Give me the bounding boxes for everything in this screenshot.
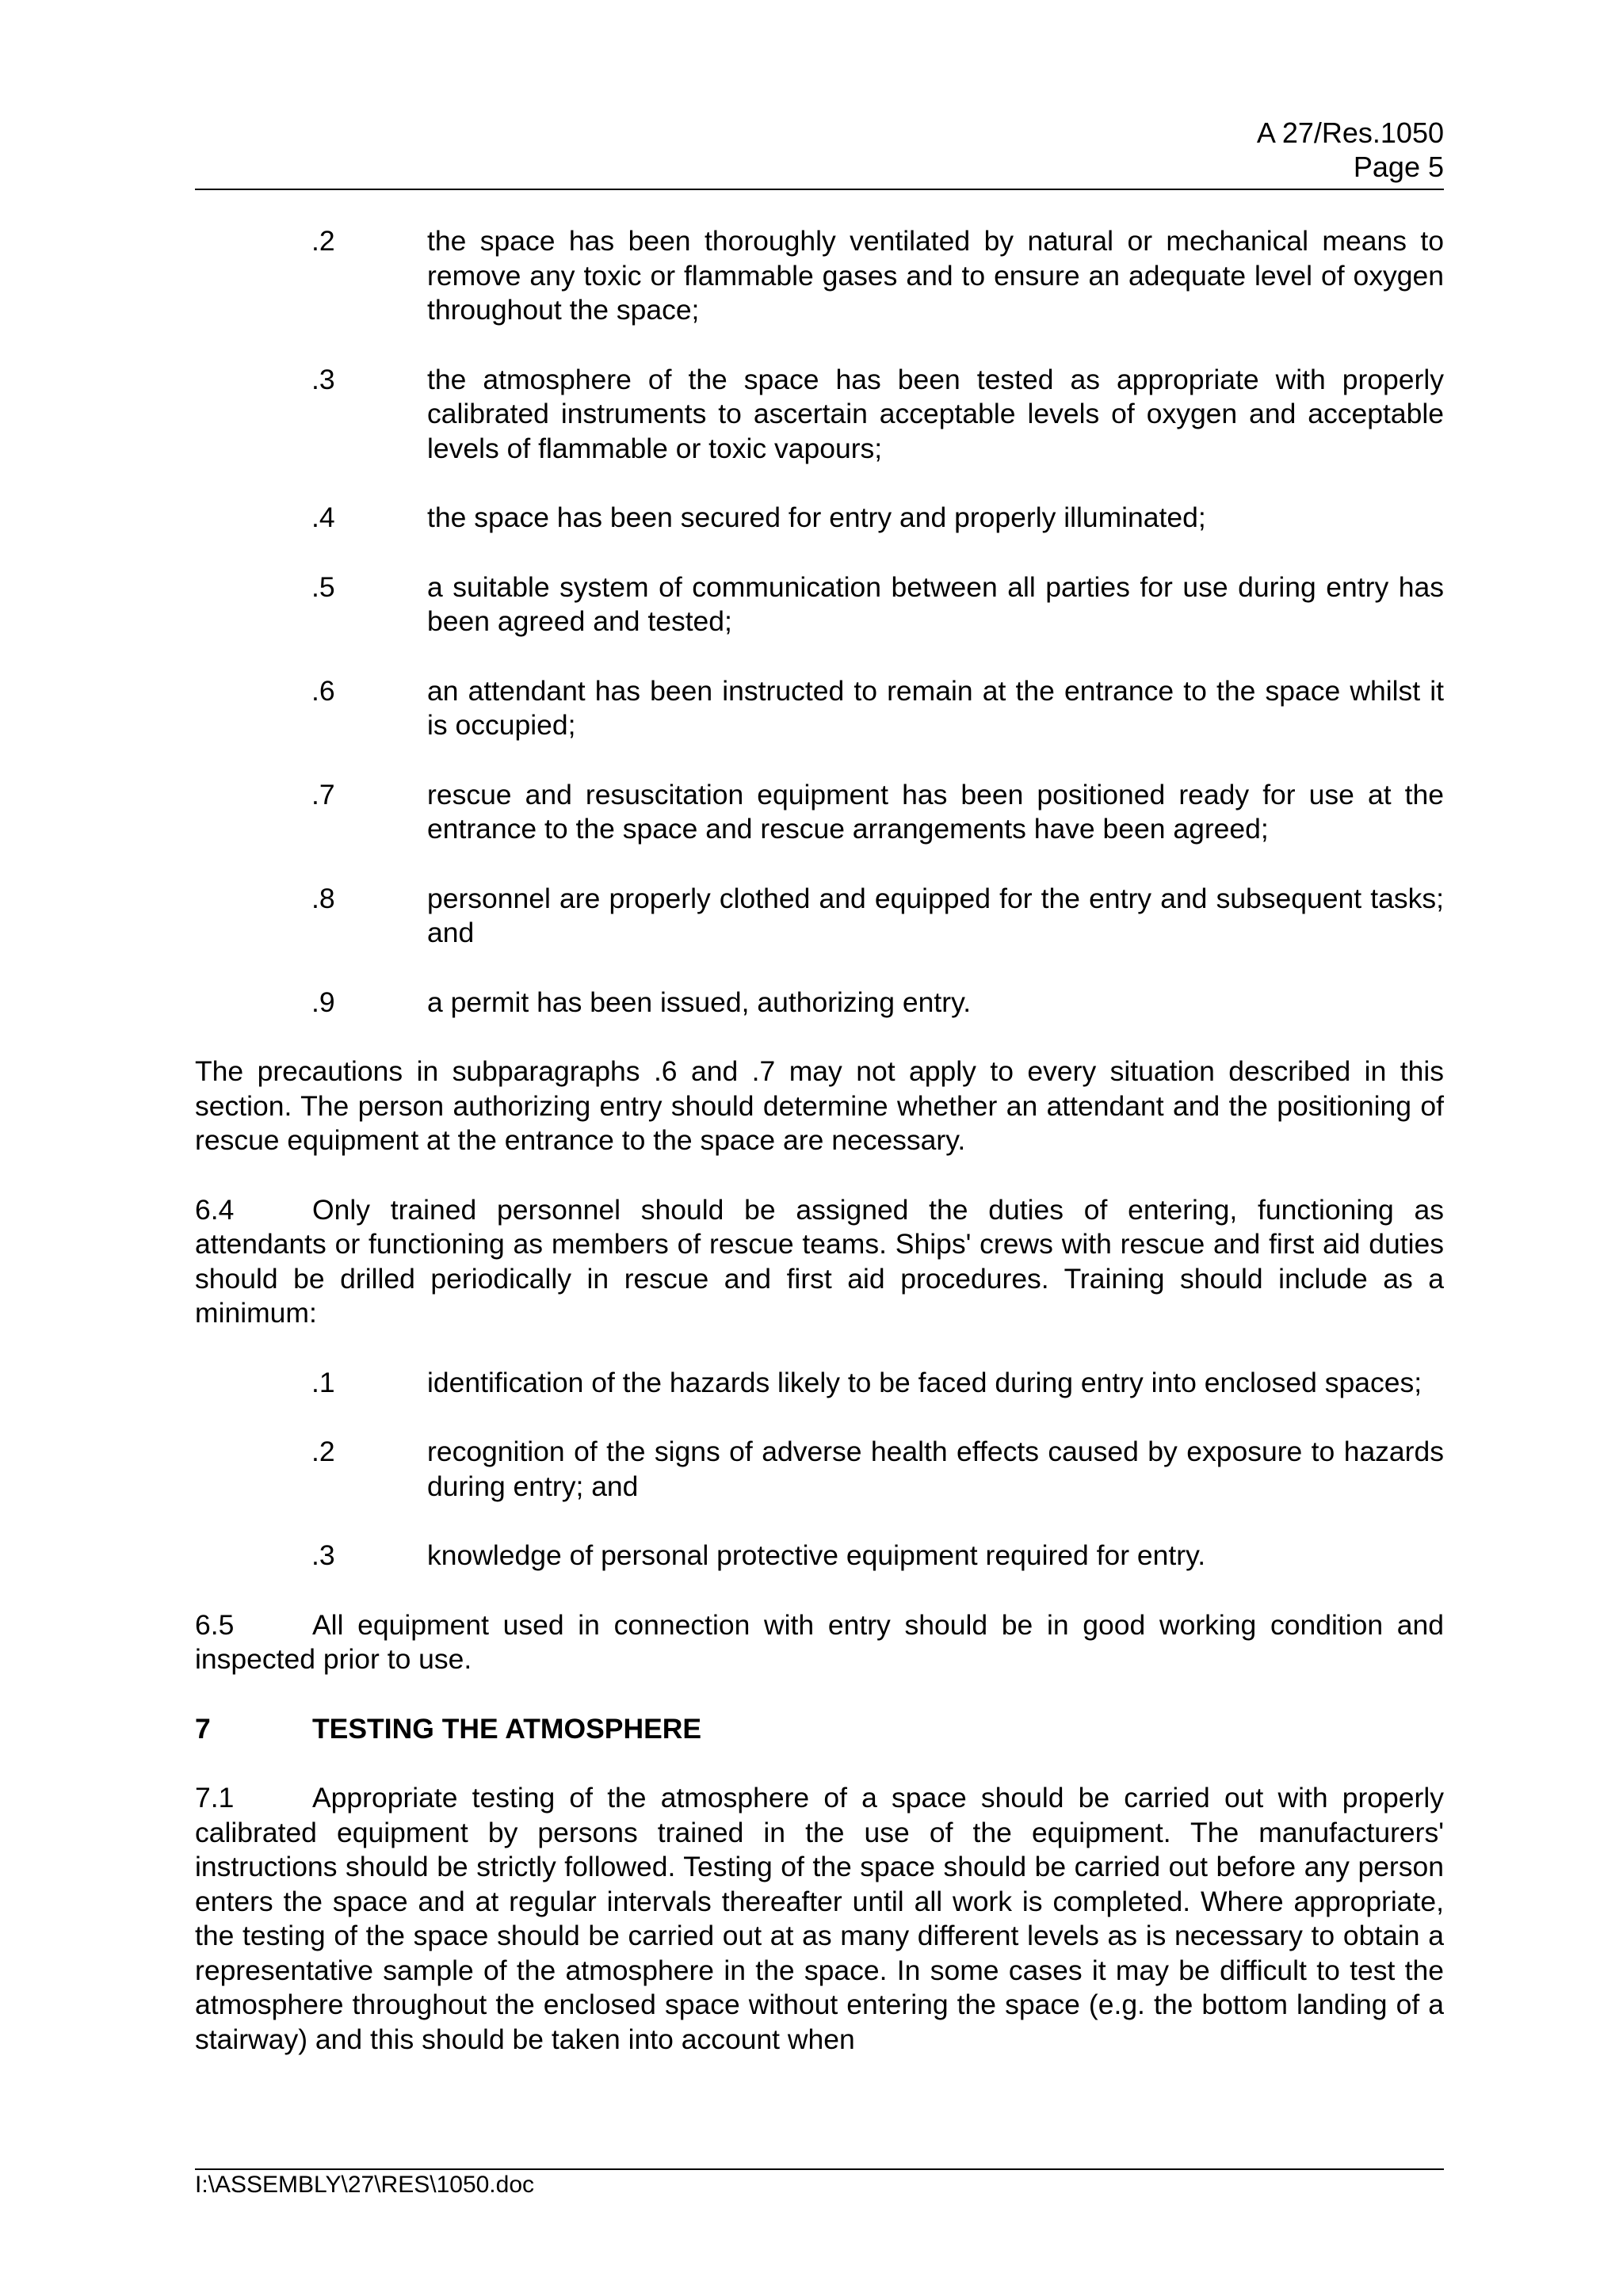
section-heading <box>195 1712 1444 1747</box>
document-page <box>195 0 1444 2296</box>
item-text: identification of the hazards likely to be faced during entry into enclosed spaces; <box>427 1366 1423 1398</box>
item-number: .1 <box>311 1366 335 1398</box>
item-number: .2 <box>311 225 335 257</box>
item-number: .3 <box>311 363 335 395</box>
item-text: the atmosphere of the space has been tested as appropriate with properly calibrated instruments to ascertain acceptable levels of oxygen and acceptable levels of flammable or toxic vapours; <box>427 363 1444 464</box>
item-number: .8 <box>311 882 335 914</box>
paragraph-number: 6.4 <box>195 1193 235 1226</box>
list-item <box>195 224 1444 328</box>
item-text: personnel are properly clothed and equipped for the entry and subsequent tasks; and <box>427 882 1444 948</box>
list-item <box>195 674 1444 743</box>
item-text: the space has been secured for entry and properly illuminated; <box>427 502 1206 533</box>
item-text: an attendant has been instructed to remain at the entrance to the space whilst it is occupied; <box>427 674 1444 741</box>
item-number: .6 <box>311 674 335 707</box>
paragraph-text: Only trained personnel should be assigned the duties of entering, functioning as attendants or functioning as members of rescue teams. Ships' crews with rescue and first aid duties should be drilled periodically in rescue and first aid procedures. Training should include as a minimum: <box>195 1193 1444 1329</box>
list-item <box>195 882 1444 951</box>
item-text: recognition of the signs of adverse health effects caused by exposure to hazards during entry; and <box>427 1436 1444 1502</box>
paragraph-number: 7.1 <box>195 1782 235 1814</box>
list-b <box>195 1366 1444 1573</box>
list-item <box>195 1435 1444 1504</box>
item-text: the space has been thoroughly ventilated by natural or mechanical means to remove any toxic or flammable gases and to ensure an adequate level of oxygen throughout the space; <box>427 225 1444 326</box>
list-item <box>195 570 1444 639</box>
doc-reference: A 27/Res.1050 <box>1256 116 1444 149</box>
section-title: TESTING THE ATMOSPHERE <box>312 1712 702 1745</box>
list-item <box>195 501 1444 536</box>
item-text: a suitable system of communication between all parties for use during entry has been agreed and tested; <box>427 570 1444 637</box>
paragraph-text: Appropriate testing of the atmosphere of a space should be carried out with properly calibrated equipment by persons trained in the use of the equipment. The manufacturers' instructions should be strictly followed. Testing of the space should be carried out before any person enters the space and at regular intervals thereafter until all work is completed. Where appropriate, the testing of the space should be carried out at as many different levels as is necessary to obtain a representative sample of the atmosphere in the space. In some cases it may be difficult to test the atmosphere throughout the enclosed space without entering the space (e.g. the bottom landing of a stairway) and this should be taken into account when <box>195 1782 1444 2055</box>
item-number: .9 <box>311 986 335 1018</box>
page-number: Page 5 <box>1353 151 1444 183</box>
list-item <box>195 1539 1444 1573</box>
item-number: .5 <box>311 570 335 603</box>
paragraph-6-4 <box>195 1193 1444 1331</box>
item-text: a permit has been issued, authorizing entry. <box>427 986 972 1018</box>
list-item <box>195 363 1444 467</box>
paragraph-number: 6.5 <box>195 1608 235 1641</box>
document-body <box>195 224 1444 2092</box>
item-number: .2 <box>311 1436 335 1467</box>
header-rule <box>195 189 1444 190</box>
list-item <box>195 986 1444 1020</box>
footer-rule <box>195 2168 1444 2170</box>
paragraph-7-1 <box>195 1781 1444 2057</box>
item-text: rescue and resuscitation equipment has been positioned ready for use at the entrance to the space and rescue arrangements have been agreed; <box>427 778 1444 845</box>
item-number: .7 <box>311 778 335 810</box>
paragraph-6-5 <box>195 1608 1444 1677</box>
page-header <box>1257 116 1444 184</box>
precautions-paragraph: The precautions in subparagraphs .6 and .7 may not apply to every situation described in this section. The person authorizing entry should determine whether an attendant and the positioning of rescue equipment at the entrance to the space are necessary. <box>195 1055 1444 1156</box>
footer-path: I:\ASSEMBLY\27\RES\1050.doc <box>195 2172 535 2198</box>
section-number: 7 <box>195 1712 211 1745</box>
item-number: .4 <box>311 502 335 533</box>
list-item <box>195 778 1444 847</box>
item-number: .3 <box>311 1539 335 1571</box>
item-text: knowledge of personal protective equipment required for entry. <box>427 1539 1206 1571</box>
list-item <box>195 1366 1444 1401</box>
paragraph-text: All equipment used in connection with entry should be in good working condition and inspected prior to use. <box>195 1608 1444 1675</box>
list-a <box>195 224 1444 1020</box>
